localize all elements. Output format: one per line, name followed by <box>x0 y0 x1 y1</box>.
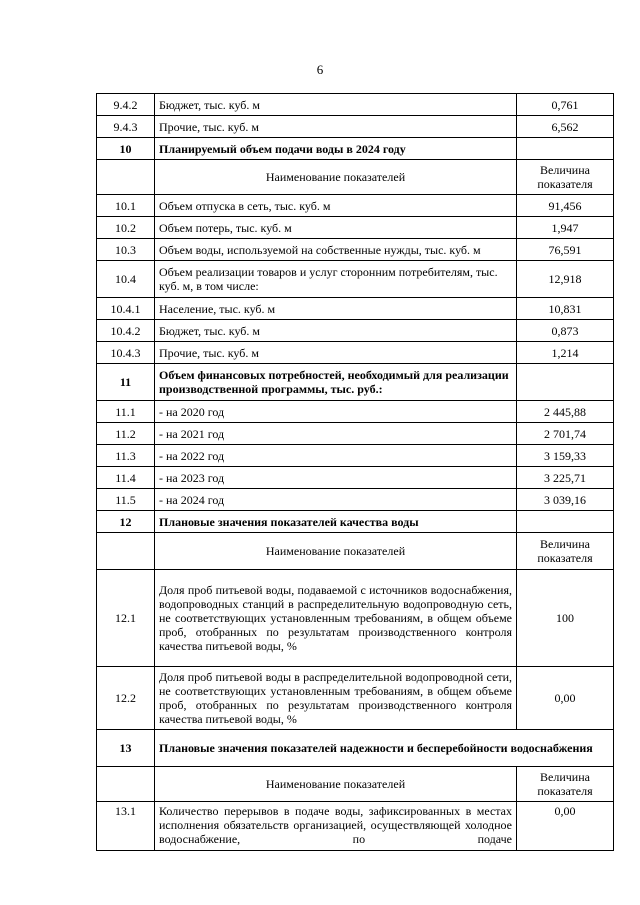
row-name: Доля проб питьевой воды, подаваемой с источников водоснабжения, водопроводных станций в распределительную водопроводную сеть, не соответствующих установленным требованиям, в общем объеме проб, отобранных по результатам производственного контроля качества питьевой воды, % <box>155 570 517 667</box>
row-name: Прочие, тыс. куб. м <box>155 342 517 364</box>
row-value: 0,00 <box>517 802 614 851</box>
row-number: 13.1 <box>97 802 155 851</box>
row-value: 91,456 <box>517 195 614 217</box>
table-row <box>97 320 614 342</box>
row-name: Прочие, тыс. куб. м <box>155 116 517 138</box>
column-header-name: Наименование показателей <box>155 533 517 570</box>
table-row <box>97 298 614 320</box>
section-number: 12 <box>97 511 155 533</box>
row-number: 11.4 <box>97 467 155 489</box>
column-header-name: Наименование показателей <box>155 160 517 195</box>
row-number: 11.5 <box>97 489 155 511</box>
empty-cell <box>97 767 155 802</box>
section-row <box>97 730 614 767</box>
table-row <box>97 667 614 730</box>
empty-cell <box>517 138 614 160</box>
row-name: - на 2024 год <box>155 489 517 511</box>
row-value: 3 159,33 <box>517 445 614 467</box>
row-number: 11.3 <box>97 445 155 467</box>
row-value: 1,214 <box>517 342 614 364</box>
column-header-value: Величина показателя <box>517 533 614 570</box>
header-row <box>97 160 614 195</box>
section-number: 11 <box>97 364 155 401</box>
empty-cell <box>97 533 155 570</box>
row-number: 9.4.3 <box>97 116 155 138</box>
section-row <box>97 138 614 160</box>
section-row <box>97 511 614 533</box>
section-title: Объем финансовых потребностей, необходимый для реализации производственной программы, тыс. руб.: <box>155 364 517 401</box>
row-number: 10.4 <box>97 261 155 298</box>
row-name: Объем воды, используемой на собственные нужды, тыс. куб. м <box>155 239 517 261</box>
table-row <box>97 570 614 667</box>
row-number: 9.4.2 <box>97 94 155 116</box>
row-value: 2 445,88 <box>517 401 614 423</box>
row-number: 12.2 <box>97 667 155 730</box>
row-number: 10.1 <box>97 195 155 217</box>
section-row <box>97 364 614 401</box>
row-number: 10.3 <box>97 239 155 261</box>
row-value: 1,947 <box>517 217 614 239</box>
section-title: Плановые значения показателей качества воды <box>155 511 517 533</box>
page-number: 6 <box>316 62 324 77</box>
row-name: - на 2021 год <box>155 423 517 445</box>
header-row <box>97 767 614 802</box>
table-row <box>97 445 614 467</box>
table-row <box>97 94 614 116</box>
row-value: 6,562 <box>517 116 614 138</box>
row-number: 12.1 <box>97 570 155 667</box>
row-value: 0,761 <box>517 94 614 116</box>
row-name: Объем реализации товаров и услуг сторонним потребителям, тыс. куб. м, в том числе: <box>155 261 517 298</box>
table-row <box>97 342 614 364</box>
table-row <box>97 467 614 489</box>
row-value: 12,918 <box>517 261 614 298</box>
empty-cell <box>517 511 614 533</box>
table-row <box>97 217 614 239</box>
row-value: 3 039,16 <box>517 489 614 511</box>
table-row <box>97 802 614 851</box>
row-value: 0,00 <box>517 667 614 730</box>
row-value: 2 701,74 <box>517 423 614 445</box>
empty-cell <box>97 160 155 195</box>
table-row <box>97 261 614 298</box>
row-name: - на 2022 год <box>155 445 517 467</box>
row-number: 10.4.1 <box>97 298 155 320</box>
row-name: Бюджет, тыс. куб. м <box>155 320 517 342</box>
column-header-value: Величина показателя <box>517 767 614 802</box>
section-title: Плановые значения показателей надежности и бесперебойности водоснабжения <box>155 730 614 767</box>
row-name: - на 2023 год <box>155 467 517 489</box>
row-number: 11.1 <box>97 401 155 423</box>
header-row <box>97 533 614 570</box>
empty-cell <box>517 364 614 401</box>
indicators-table <box>96 93 614 851</box>
table-row <box>97 239 614 261</box>
row-value: 76,591 <box>517 239 614 261</box>
row-name: Количество перерывов в подаче воды, зафиксированных в местах исполнения обязательств организацией, осуществляющей холодное водоснабжение, по подаче <box>155 802 517 851</box>
row-name: - на 2020 год <box>155 401 517 423</box>
row-name: Бюджет, тыс. куб. м <box>155 94 517 116</box>
row-value: 3 225,71 <box>517 467 614 489</box>
column-header-value: Величина показателя <box>517 160 614 195</box>
section-number: 13 <box>97 730 155 767</box>
section-title: Планируемый объем подачи воды в 2024 году <box>155 138 517 160</box>
row-name: Доля проб питьевой воды в распределительной водопроводной сети, не соответствующих установленным требованиям, в общем объеме проб, отобранных по результатам производственного контроля качества питьевой воды, % <box>155 667 517 730</box>
table-row <box>97 423 614 445</box>
row-name: Объем потерь, тыс. куб. м <box>155 217 517 239</box>
row-name: Объем отпуска в сеть, тыс. куб. м <box>155 195 517 217</box>
column-header-name: Наименование показателей <box>155 767 517 802</box>
table-row <box>97 489 614 511</box>
row-number: 10.4.3 <box>97 342 155 364</box>
row-value: 0,873 <box>517 320 614 342</box>
row-number: 10.2 <box>97 217 155 239</box>
table-row <box>97 401 614 423</box>
row-name: Население, тыс. куб. м <box>155 298 517 320</box>
section-number: 10 <box>97 138 155 160</box>
row-number: 11.2 <box>97 423 155 445</box>
row-number: 10.4.2 <box>97 320 155 342</box>
table-row <box>97 195 614 217</box>
table-row <box>97 116 614 138</box>
row-value: 10,831 <box>517 298 614 320</box>
row-value: 100 <box>517 570 614 667</box>
